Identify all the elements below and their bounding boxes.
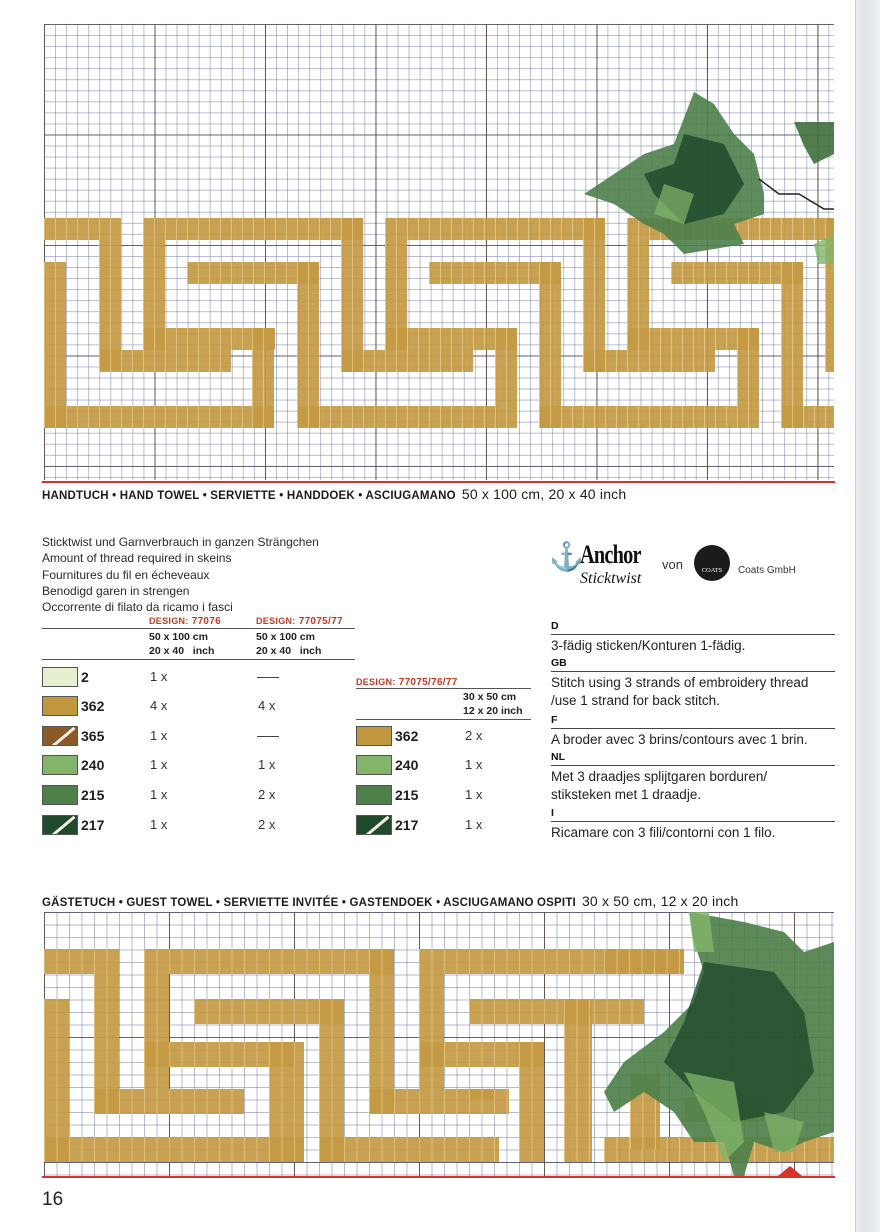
thread-row <box>356 754 435 776</box>
qty-design-a: 1 x <box>150 728 168 743</box>
thread-code: 240 <box>81 757 105 773</box>
backstitch-stripe-icon <box>51 727 76 746</box>
lang-code-d: D <box>551 620 559 632</box>
thread-code: 217 <box>395 817 419 833</box>
thread-intro <box>42 534 319 615</box>
qty-design-c: 2 x <box>465 728 483 743</box>
thread-code: 365 <box>81 728 105 744</box>
color-swatch <box>42 815 78 835</box>
ivy-leaf-graphic <box>574 84 834 264</box>
intro-line: Fournitures du fil en écheveaux <box>42 567 210 582</box>
thread-row <box>42 695 121 717</box>
divider-line <box>42 481 835 483</box>
design-b-dims: 50 x 100 cm 20 x 40 inch <box>256 631 322 657</box>
thread-code: 215 <box>81 787 105 803</box>
lang-code-f: F <box>551 714 558 726</box>
guest-towel-title: GÄSTETUCH • GUEST TOWEL • SERVIETTE INVITÉE • GASTENDOEK • ASCIUGAMANO OSPITI <box>42 897 576 909</box>
design-a-dims: 50 x 100 cm 20 x 40 inch <box>149 631 215 657</box>
lang-code-gb: GB <box>551 657 567 669</box>
table-rule <box>356 688 531 689</box>
anchor-icon: ⚓ <box>549 541 584 572</box>
instruction-f: A broder avec 3 brins/contours avec 1 brin. <box>551 732 808 747</box>
lang-rule <box>551 671 835 672</box>
coats-company: Coats GmbH <box>738 565 796 576</box>
qty-design-c: 1 x <box>465 787 483 802</box>
qty-design-b: 1 x <box>258 757 276 772</box>
thread-code: 362 <box>395 728 419 744</box>
design-c-heading: DESIGN: 77075/76/77 <box>356 677 458 688</box>
table-rule <box>42 628 355 629</box>
thread-code: 2 <box>81 669 89 685</box>
hand-towel-title: HANDTUCH • HAND TOWEL • SERVIETTE • HANDDOEK • ASCIUGAMANO <box>42 490 456 502</box>
lang-code-i: I <box>551 807 554 819</box>
qty-design-a: 1 x <box>150 787 168 802</box>
color-swatch <box>42 696 78 716</box>
intro-line: Amount of thread required in skeins <box>42 551 232 566</box>
center-marker-icon <box>778 1166 802 1176</box>
qty-design-b: 2 x <box>258 817 276 832</box>
intro-line: Sticktwist und Garnverbrauch in ganzen Strängchen <box>42 535 319 549</box>
thread-code: 362 <box>81 698 105 714</box>
qty-design-a: 1 x <box>150 817 168 832</box>
qty-design-b-none <box>257 736 279 737</box>
color-swatch <box>356 726 392 746</box>
lang-code-nl: NL <box>551 751 565 763</box>
thread-code: 215 <box>395 787 419 803</box>
color-swatch <box>356 755 392 775</box>
hand-towel-heading <box>42 486 626 502</box>
qty-design-b: 2 x <box>258 787 276 802</box>
page-edge <box>855 0 880 1232</box>
thread-code: 217 <box>81 817 105 833</box>
design-a-heading: DESIGN: 77076 <box>149 616 222 627</box>
intro-line: Benodigd garen in strengen <box>42 583 190 598</box>
qty-design-b: 4 x <box>258 698 276 713</box>
color-swatch <box>356 815 392 835</box>
hand-towel-chart <box>44 24 834 480</box>
intro-line: Occorrente di filato da ricamo i fasci <box>42 600 233 615</box>
table-rule <box>42 659 355 660</box>
thread-row <box>42 754 121 776</box>
hand-towel-size: 50 x 100 cm, 20 x 40 inch <box>461 486 627 502</box>
thread-code: 240 <box>395 757 419 773</box>
color-swatch <box>42 667 78 687</box>
instruction-nl: Met 3 draadjes splijtgaren borduren/ stiksteken met 1 draadje. <box>551 769 768 802</box>
anchor-brand: Anchor <box>580 540 641 569</box>
color-swatch <box>42 726 78 746</box>
instruction-gb: Stitch using 3 strands of embroidery thread /use 1 strand for back stitch. <box>551 675 809 708</box>
instruction-i: Ricamare con 3 fili/contorni con 1 filo. <box>551 825 776 840</box>
guest-towel-chart <box>44 912 834 1176</box>
qty-design-a: 1 x <box>150 669 168 684</box>
ivy-leaf-graphic <box>604 912 834 1176</box>
thread-row <box>42 666 121 688</box>
color-swatch <box>356 785 392 805</box>
backstitch-stripe-icon <box>365 816 390 835</box>
guest-towel-heading <box>42 893 739 909</box>
design-b-heading: DESIGN: 77075/77 <box>256 616 343 627</box>
sticktwist-label: Sticktwist <box>580 570 642 587</box>
lang-rule <box>551 821 835 822</box>
qty-design-a: 4 x <box>150 698 168 713</box>
thread-row <box>356 814 435 836</box>
instruction-d: 3-fädig sticken/Konturen 1-fädig. <box>551 638 746 653</box>
color-swatch <box>42 785 78 805</box>
thread-row <box>356 784 435 806</box>
qty-design-c: 1 x <box>465 757 483 772</box>
qty-design-b-none <box>257 677 279 678</box>
lang-rule <box>551 765 835 766</box>
von-label: von <box>662 557 683 572</box>
color-swatch <box>42 755 78 775</box>
backstitch-stripe-icon <box>51 816 76 835</box>
coats-logo: COATS <box>694 545 730 581</box>
guest-towel-size: 30 x 50 cm, 12 x 20 inch <box>581 893 739 909</box>
divider-line <box>42 1176 835 1178</box>
lang-rule <box>551 728 835 729</box>
thread-row <box>42 784 121 806</box>
page-number: 16 <box>42 1189 64 1210</box>
table-rule <box>356 719 531 720</box>
thread-row <box>42 725 121 747</box>
thread-row <box>356 725 435 747</box>
qty-design-c: 1 x <box>465 817 483 832</box>
thread-row <box>42 814 121 836</box>
lang-rule <box>551 634 835 635</box>
design-c-dims: 30 x 50 cm 12 x 20 inch <box>463 691 523 717</box>
qty-design-a: 1 x <box>150 757 168 772</box>
